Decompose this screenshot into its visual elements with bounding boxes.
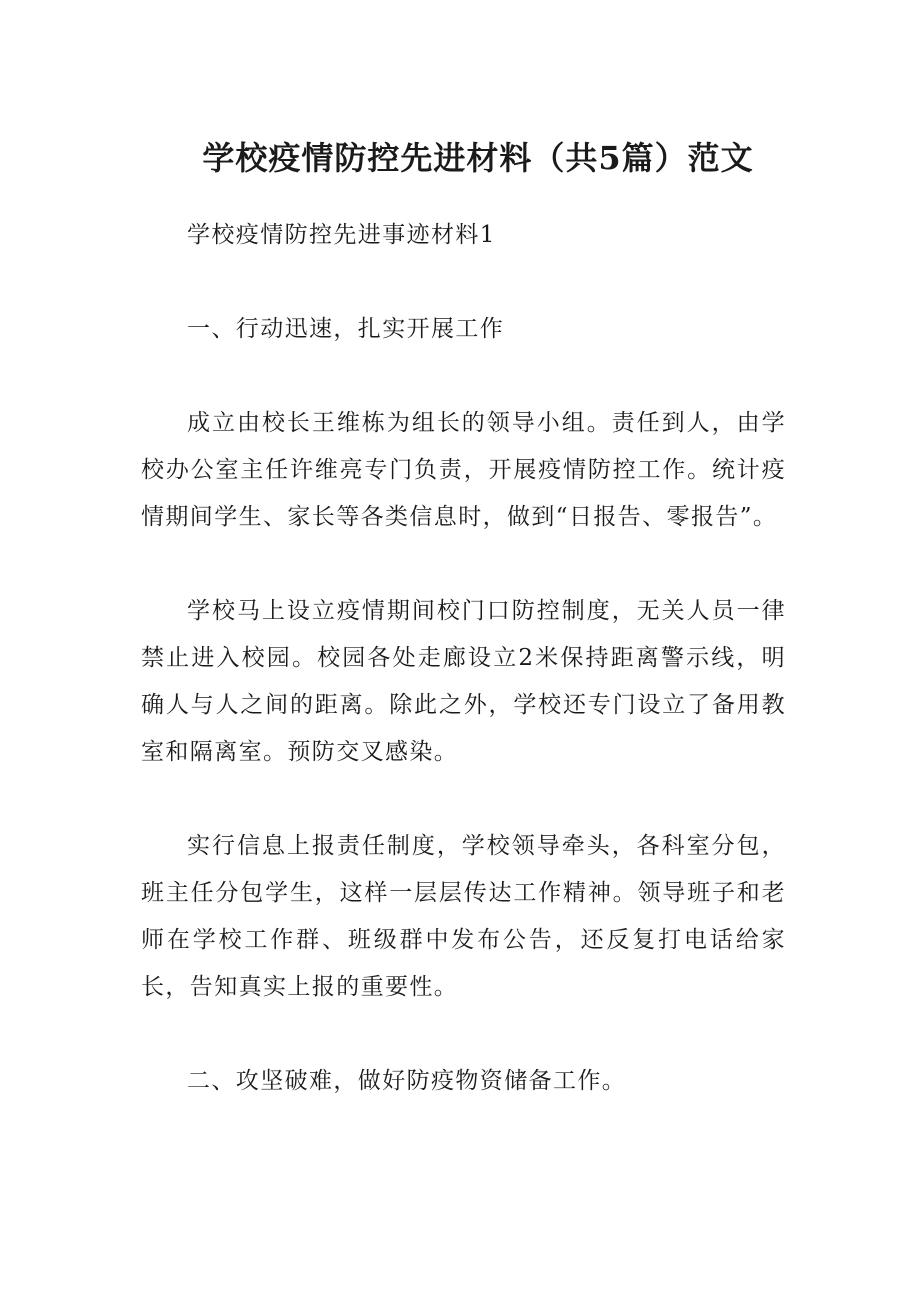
section-subtitle: 学校疫情防控先进事迹材料1	[187, 222, 496, 248]
body-paragraph: 学校马上设立疫情期间校门口防控制度，无关人员一律禁止进入校园。校园各处走廊设立2米保持距离警示线，明确人与人之间的距离。除此之外，学校还专门设立了备用教室和隔离室。预防交叉感染。	[141, 598, 786, 765]
section-heading-2: 二、攻坚破难，做好防疫物资储备工作。	[187, 1068, 627, 1094]
document-title: 学校疫情防控先进材料（共5篇）范文	[202, 139, 754, 178]
body-paragraph: 成立由校长王维栋为组长的领导小组。责任到人，由学校办公室主任许维亮专门负责，开展疫情防控工作。统计疫情期间学生、家长等各类信息时，做到“日报告、零报告”。	[141, 410, 786, 530]
document-body	[141, 212, 786, 1152]
body-paragraph: 实行信息上报责任制度，学校领导牵头，各科室分包，班主任分包学生，这样一层层传达工作精神。领导班子和老师在学校工作群、班级群中发布公告，还反复打电话给家长，告知真实上报的重要性。	[141, 833, 786, 1000]
section-heading-1: 一、行动迅速，扎实开展工作	[187, 316, 505, 342]
